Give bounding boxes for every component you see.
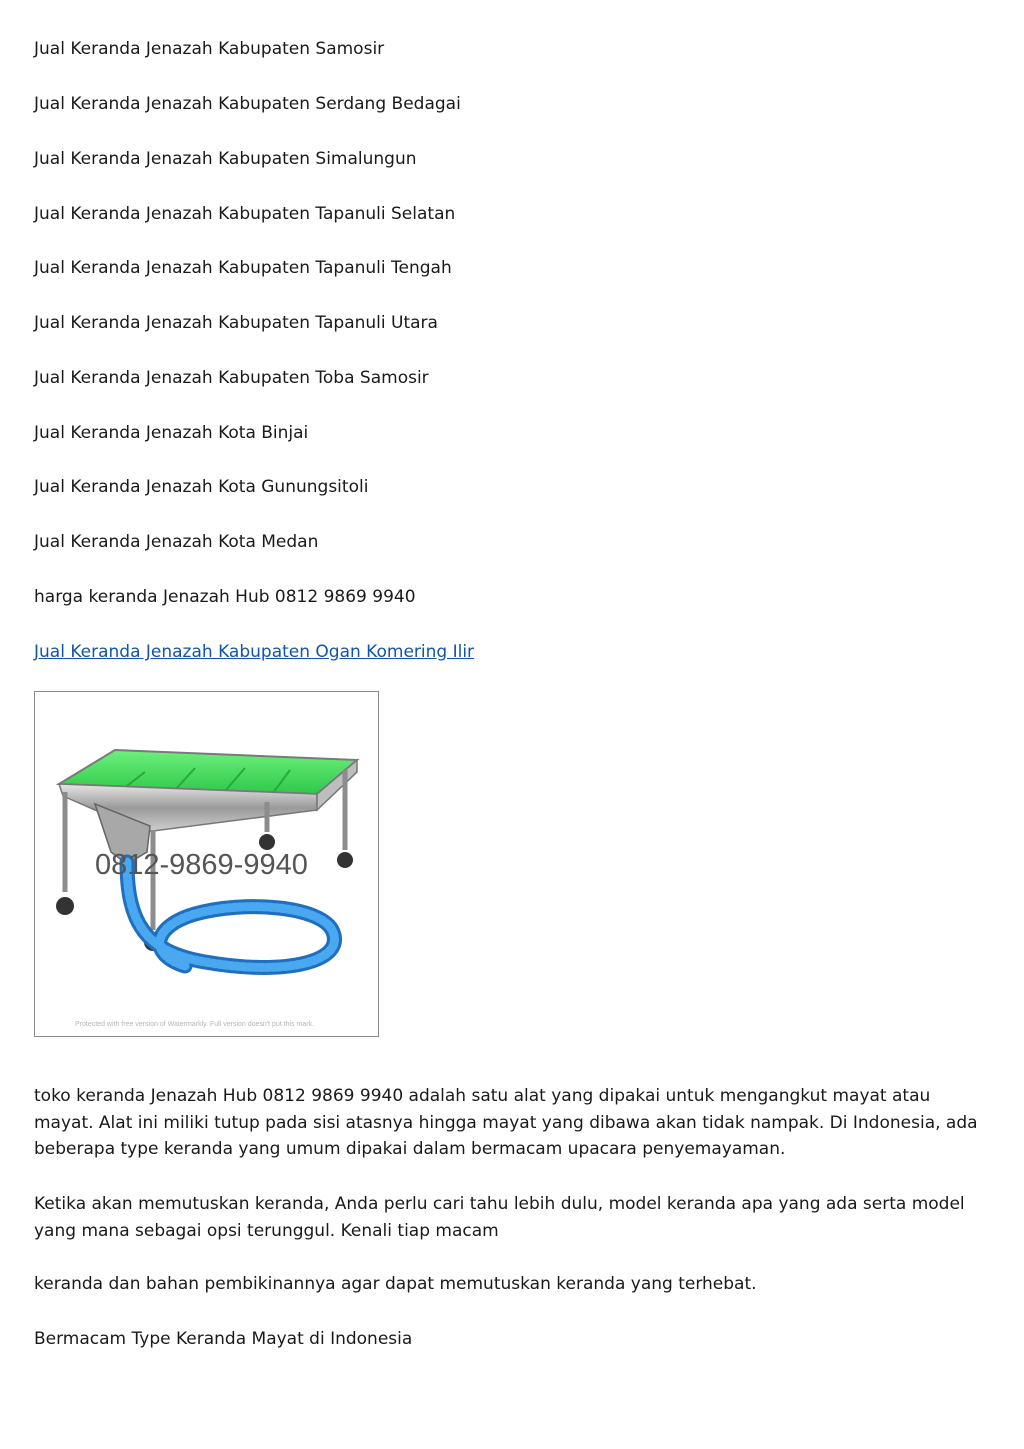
stretcher-illustration: [35, 692, 378, 1036]
selection-paragraph: Ketika akan memutuskan keranda, Anda perlu cari tahu lebih dulu, model keranda apa yang ada serta model yang mana sebagai opsi terunggul. Kenali tiap macam: [34, 1194, 965, 1241]
product-image: [34, 691, 379, 1037]
list-item: Jual Keranda Jenazah Kabupaten Toba Samosir: [34, 368, 429, 388]
choice-paragraph: keranda dan bahan pembikinannya agar dapat memutuskan keranda yang terhebat.: [34, 1274, 757, 1294]
list-item: Jual Keranda Jenazah Kota Gunungsitoli: [34, 477, 369, 497]
list-item: Jual Keranda Jenazah Kabupaten Samosir: [34, 39, 385, 59]
list-item: Jual Keranda Jenazah Kota Binjai: [34, 423, 309, 443]
contact-line: harga keranda Jenazah Hub 0812 9869 9940: [34, 587, 416, 607]
list-item: Jual Keranda Jenazah Kabupaten Serdang Bedagai: [34, 94, 461, 114]
intro-paragraph: toko keranda Jenazah Hub 0812 9869 9940 adalah satu alat yang dipakai untuk mengangkut mayat atau mayat. Alat ini miliki tutup pada sisi atasnya hingga mayat yang dibawa akan tidak nampak. Di Indonesia, ada beberapa type keranda yang umum dipakai dalam bermacam upacara penyemayaman.: [34, 1086, 978, 1159]
list-item: Jual Keranda Jenazah Kabupaten Tapanuli Utara: [34, 313, 438, 333]
product-link[interactable]: Jual Keranda Jenazah Kabupaten Ogan Komering Ilir: [34, 642, 475, 662]
list-item: Jual Keranda Jenazah Kabupaten Tapanuli Selatan: [34, 204, 456, 224]
image-watermark: Protected with free version of Watermarkly. Full version doesn't put this mark.: [75, 1021, 315, 1028]
section-heading: Bermacam Type Keranda Mayat di Indonesia: [34, 1329, 413, 1349]
image-phone-text: 0812-9869-9940: [95, 849, 308, 881]
list-item: Jual Keranda Jenazah Kabupaten Simalungun: [34, 149, 417, 169]
list-item: Jual Keranda Jenazah Kota Medan: [34, 532, 319, 552]
list-item: Jual Keranda Jenazah Kabupaten Tapanuli Tengah: [34, 258, 452, 278]
